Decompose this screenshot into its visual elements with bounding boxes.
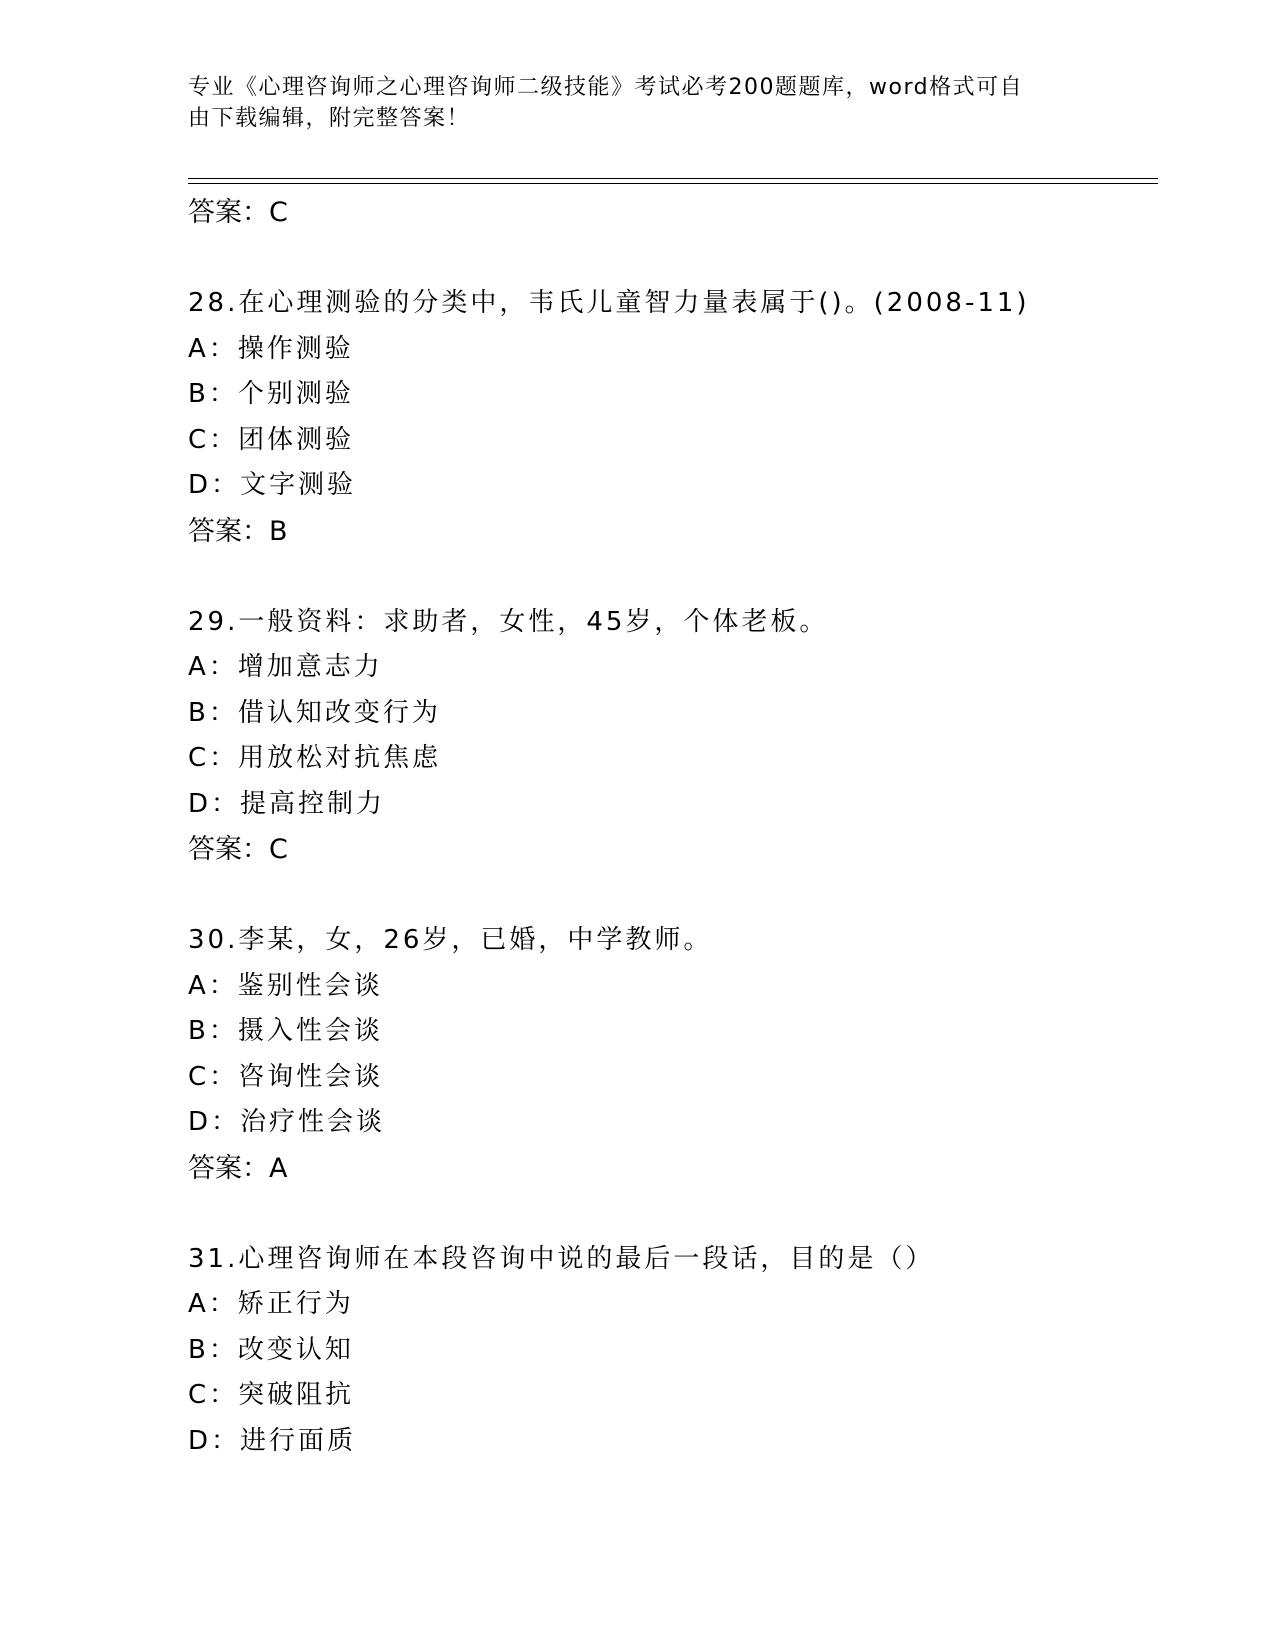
option-a: A：鉴别性会谈 xyxy=(188,970,383,1001)
option-c: C：突破阻抗 xyxy=(188,1380,355,1410)
option-b: B：改变认知 xyxy=(188,1334,354,1365)
option-d: D：治疗性会谈 xyxy=(188,1107,386,1137)
header-divider-top xyxy=(188,178,1158,179)
option-c: C：咨询性会谈 xyxy=(188,1061,384,1092)
option-c: C：用放松对抗焦虑 xyxy=(188,743,442,773)
answer-label: 答案：C xyxy=(188,197,288,228)
answer-label: 答案：A xyxy=(188,1152,288,1184)
option-d: D：进行面质 xyxy=(188,1425,357,1456)
option-a: A：矫正行为 xyxy=(188,1289,354,1319)
answer-label: 答案：B xyxy=(188,515,288,547)
question-stem: 28.在心理测验的分类中，韦氏儿童智力量表属于()。(2008-11) xyxy=(188,288,1030,318)
question-30 xyxy=(188,918,1148,1191)
answer-label: 答案：C xyxy=(188,834,288,865)
question-31 xyxy=(188,1237,1148,1465)
option-a: A：操作测验 xyxy=(188,333,354,364)
option-a: A：增加意志力 xyxy=(188,652,383,682)
option-c: C：团体测验 xyxy=(188,424,355,455)
header-line-2: 由下载编辑，附完整答案！ xyxy=(188,106,471,131)
document-header xyxy=(188,72,1088,134)
header-line-1: 专业《心理咨询师之心理咨询师二级技能》考试必考200题题库，word格式可自 xyxy=(188,75,1024,100)
header-divider-bottom xyxy=(188,183,1158,184)
question-stem: 30.李某，女，26岁，已婚，中学教师。 xyxy=(188,925,713,955)
question-28 xyxy=(188,281,1148,554)
question-stem: 31.心理咨询师在本段咨询中说的最后一段话，目的是（） xyxy=(188,1243,935,1274)
option-b: B：摄入性会谈 xyxy=(188,1016,383,1046)
option-b: B：个别测验 xyxy=(188,379,354,409)
question-list xyxy=(188,190,1148,1464)
option-d: D：文字测验 xyxy=(188,470,357,500)
question-29 xyxy=(188,600,1148,873)
option-d: D：提高控制力 xyxy=(188,788,386,819)
option-b: B：借认知改变行为 xyxy=(188,697,441,728)
question-stem: 29.一般资料：求助者，女性，45岁，个体老板。 xyxy=(188,606,829,637)
